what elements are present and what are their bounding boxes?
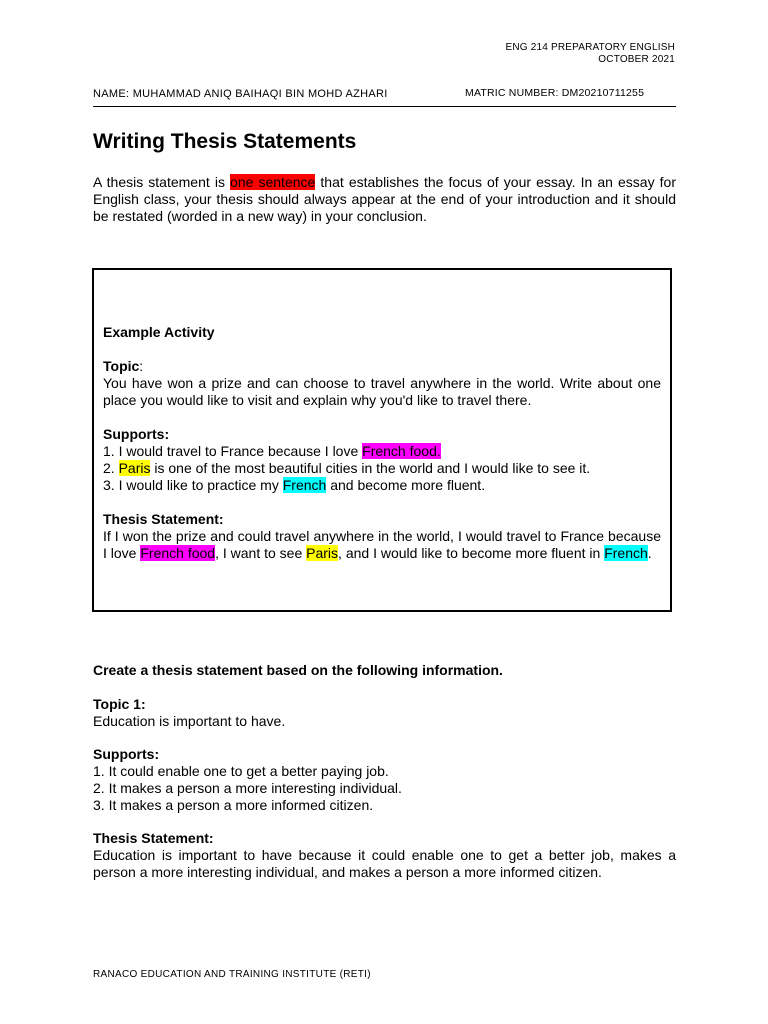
task-support-item: 3. It makes a person a more informed citizen.	[93, 797, 374, 813]
task-support-item: 1. It could enable one to get a better paying job.	[93, 763, 389, 779]
task-topic-label: Topic 1:	[93, 696, 146, 712]
support-3-text-after: and become more fluent.	[326, 477, 486, 493]
task-thesis-text: Education is important to have because it could enable one to get a better job, makes a person a more interesting individual, and makes a person a more informed citizen.	[93, 847, 676, 880]
example-support-2	[103, 460, 661, 477]
example-activity-box	[92, 268, 672, 612]
task-topic-text: Education is important to have.	[93, 713, 286, 729]
example-topic-label-line	[103, 358, 661, 375]
intro-highlight: one sentence	[230, 174, 316, 190]
example-support-1	[103, 443, 661, 460]
support-2-text: is one of the most beautiful cities in the world and I would like to see it.	[150, 460, 591, 476]
thesis-part-3: , and I would like to become more fluent in	[338, 545, 605, 561]
example-thesis-text	[103, 528, 661, 562]
support-3-highlight: French	[282, 477, 327, 493]
course-name: ENG 214 PREPARATORY ENGLISH	[505, 42, 675, 53]
example-topic-colon: :	[139, 358, 144, 374]
example-topic-text: You have won a prize and can choose to travel anywhere in the world. Write about one place you would like to visit and explain why you'd like to travel there.	[103, 375, 661, 408]
course-date: OCTOBER 2021	[598, 54, 675, 65]
support-3-text: 3. I would like to practice my	[103, 477, 283, 493]
support-2-number: 2.	[103, 460, 119, 476]
thesis-part-1: If I won the prize and could travel anywhere in the world, I would travel to France because I love	[103, 528, 661, 561]
support-1-highlight: French food.	[362, 443, 441, 459]
example-content	[103, 324, 661, 562]
example-support-3	[103, 477, 661, 494]
student-name: NAME: MUHAMMAD ANIQ BAIHAQI BIN MOHD AZHARI	[93, 88, 388, 100]
support-1-text: 1. I would travel to France because I love	[103, 443, 363, 459]
header-divider	[93, 106, 676, 107]
task-support-item: 2. It makes a person a more interesting individual.	[93, 780, 402, 796]
intro-paragraph	[93, 174, 676, 225]
thesis-part-4: .	[647, 545, 652, 561]
task-instruction: Create a thesis statement based on the following information.	[93, 662, 503, 678]
intro-text-before: A thesis statement is	[93, 174, 231, 190]
example-thesis-label: Thesis Statement:	[103, 511, 224, 527]
thesis-highlight-food: French food	[140, 545, 216, 561]
task-topic-block	[93, 696, 676, 730]
thesis-highlight-paris: Paris	[306, 545, 339, 561]
example-topic-label: Topic	[103, 358, 140, 374]
page-footer: RANACO EDUCATION AND TRAINING INSTITUTE (RETI)	[93, 969, 371, 980]
intro-text-after: that establishes the focus of your essay. In an essay for English class, your thesis should always appear at the end of your introduction and it should be restated (worded in a new way) in your conclusion.	[93, 174, 676, 224]
task-supports-label: Supports:	[93, 746, 160, 762]
thesis-highlight-french: French	[604, 545, 648, 561]
matric-number: MATRIC NUMBER: DM20210711255	[465, 87, 645, 99]
example-supports-label: Supports:	[103, 426, 170, 442]
task-supports-block	[93, 746, 676, 814]
page-title: Writing Thesis Statements	[93, 130, 357, 153]
example-heading: Example Activity	[103, 324, 215, 340]
course-header	[505, 42, 675, 66]
task-thesis-block	[93, 830, 676, 881]
thesis-part-2: , I want to see	[215, 545, 307, 561]
task-thesis-label: Thesis Statement:	[93, 830, 214, 846]
support-2-highlight: Paris	[118, 460, 151, 476]
